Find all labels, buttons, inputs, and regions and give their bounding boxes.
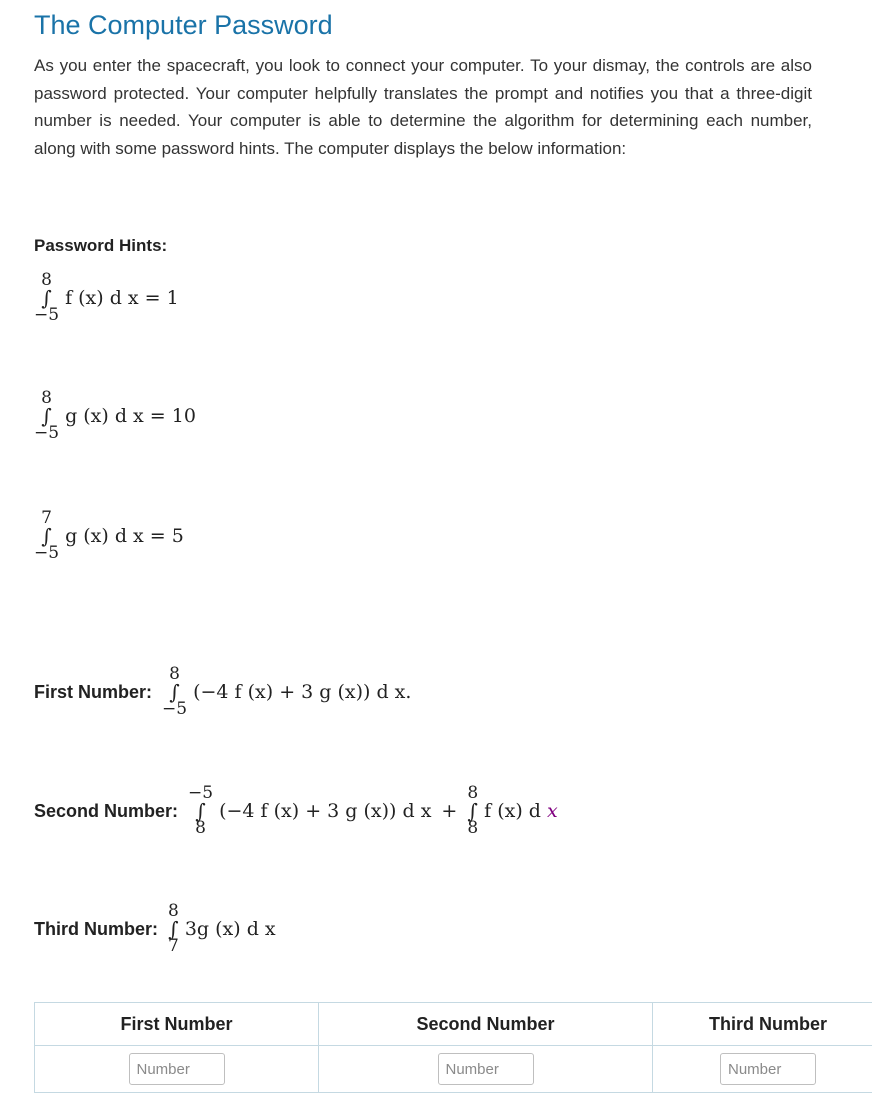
second-number-row: [34, 785, 558, 837]
hint-3-integral: [34, 510, 184, 562]
third-number-header: Third Number: [653, 1003, 872, 1046]
integral-limits: [188, 785, 213, 837]
hint-2-integral: [34, 390, 196, 442]
lower-limit: −5: [34, 423, 60, 443]
intro-paragraph: As you enter the spacecraft, you look to connect your computer. To your dismay, the controls are also password protected. Your computer helpfully translates the prompt and notifies you that a three-digit number is needed. Your computer is able to determine the algorithm for determining each number, along with some password hints. The computer displays the below information:: [34, 56, 812, 158]
lower-limit: −5: [162, 699, 188, 719]
integral-limits: [34, 390, 59, 442]
integral-limits: [467, 785, 478, 837]
third-number-label: Third Number:: [34, 918, 158, 939]
second-number-input[interactable]: [438, 1053, 534, 1085]
integral-limits: [168, 903, 179, 955]
first-number-label: First Number:: [34, 681, 153, 702]
third-number-row: [34, 903, 276, 955]
password-hints-heading: Password Hints:: [34, 236, 168, 255]
upper-limit: 8: [41, 388, 52, 408]
lower-limit: −5: [34, 305, 60, 325]
upper-limit: 8: [169, 664, 180, 684]
term-2-variable: x: [547, 800, 558, 822]
hint-1-integral: [34, 272, 179, 324]
hint-2-expression: g (x) d x = 10: [65, 405, 196, 427]
second-number-label: Second Number:: [34, 800, 179, 821]
hint-3-expression: g (x) d x = 5: [65, 525, 184, 547]
answer-table: [34, 1002, 872, 1093]
lower-limit: 8: [467, 818, 479, 838]
integral-sign: ∫: [41, 404, 52, 428]
integral-sign: ∫: [168, 917, 179, 941]
first-number-row: [34, 666, 411, 718]
answer-table-header-row: [35, 1003, 872, 1046]
upper-limit: −5: [188, 783, 214, 803]
lower-limit: 7: [168, 936, 179, 956]
integral-limits: [34, 510, 59, 562]
upper-limit: 8: [467, 783, 479, 803]
hint-1-expression: f (x) d x = 1: [65, 287, 179, 309]
lower-limit: 8: [195, 818, 206, 838]
first-number-expression: (−4 f (x) + 3 g (x)) d x.: [193, 681, 412, 703]
first-number-cell: [35, 1046, 319, 1093]
first-number-header: First Number: [35, 1003, 319, 1046]
integral-sign: ∫: [195, 799, 206, 823]
third-number-expression: 3g (x) d x: [184, 918, 276, 940]
first-number-input[interactable]: [129, 1053, 225, 1085]
integral-sign: ∫: [41, 286, 52, 310]
second-number-term-2: [484, 800, 558, 822]
upper-limit: 8: [41, 270, 52, 290]
third-number-input[interactable]: [720, 1053, 816, 1085]
integral-sign: ∫: [41, 524, 52, 548]
second-number-cell: [319, 1046, 653, 1093]
page-title: The Computer Password: [34, 10, 333, 40]
second-number-header: Second Number: [319, 1003, 653, 1046]
integral-sign: ∫: [169, 680, 180, 704]
plus-sign: +: [441, 800, 458, 822]
term-2-expression: f (x) d: [484, 800, 541, 822]
upper-limit: 7: [41, 508, 52, 528]
integral-sign: ∫: [467, 799, 478, 823]
lower-limit: −5: [34, 543, 60, 563]
integral-limits: [162, 666, 187, 718]
third-number-cell: [653, 1046, 872, 1093]
answer-table-input-row: [35, 1046, 872, 1093]
integral-limits: [34, 272, 59, 324]
upper-limit: 8: [168, 901, 179, 921]
second-number-term-1: (−4 f (x) + 3 g (x)) d x: [219, 800, 432, 822]
